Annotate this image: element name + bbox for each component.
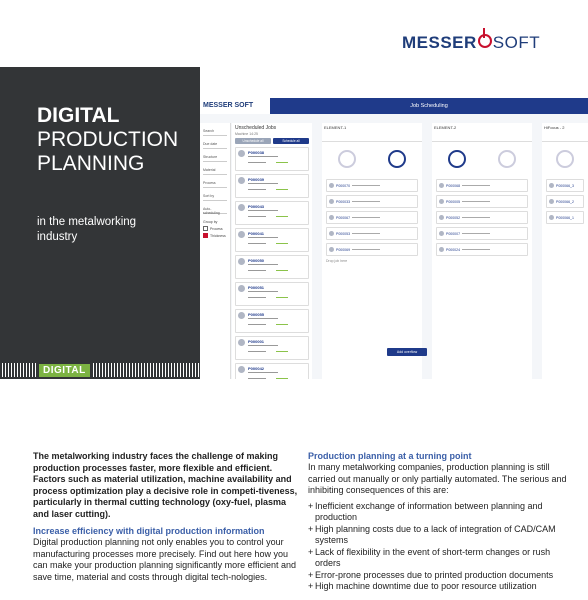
list-item: + Inefficient exchange of information between planning and production [308, 501, 578, 524]
barcode-strip [0, 362, 200, 378]
job-id: P000067 [336, 215, 351, 220]
job-icon [238, 312, 245, 319]
checkbox-icon [203, 226, 208, 231]
scheduled-job [546, 179, 584, 192]
right-column [308, 451, 578, 593]
unscheduled-title: Unscheduled Jobs [235, 125, 277, 131]
job-icon [238, 231, 245, 238]
sidebar-item: Process [203, 181, 227, 188]
job-icon [238, 258, 245, 265]
scheduled-job [436, 179, 528, 192]
job-id: P000055 [248, 312, 265, 317]
sidebar-item: Auto-scheduling [203, 207, 227, 214]
sidebar-item: Due date [203, 142, 227, 149]
app-screenshot [200, 98, 588, 379]
machine-column [322, 123, 422, 379]
job-card [235, 174, 309, 198]
efficiency-paragraph: Digital production planning not only enables you to control your manufacturing processes more precisely. Find out here how you can make your production planning significantly more efficient and save time, material and costs through digital tech-nologies. [33, 537, 296, 582]
job-id: P000051 [248, 285, 265, 290]
job-id: P000066_2 [556, 199, 574, 204]
sidebar-item: Sort by [203, 194, 227, 201]
gauge-icon [498, 150, 516, 168]
app-topbar [200, 98, 588, 114]
digital-badge: DIGITAL [39, 364, 90, 377]
messersoft-logo [402, 33, 540, 53]
job-id: P000066_1 [556, 215, 574, 220]
app-header: Job Scheduling [270, 98, 588, 114]
job-id: P000050 [248, 258, 265, 263]
job-id: P000007 [446, 231, 461, 236]
job-id: P000043 [248, 204, 265, 209]
section-heading-turning-point: Production planning at a turning point [308, 451, 472, 461]
job-card [235, 201, 309, 225]
scheduled-job [546, 195, 584, 208]
job-id: P000038 [248, 150, 265, 155]
job-id: P000041 [248, 231, 265, 236]
barcode-decoration-right [93, 363, 200, 377]
machine-column [542, 123, 588, 379]
job-card [235, 309, 309, 333]
drop-zone: Drop job here [326, 259, 348, 263]
machine-column [432, 123, 532, 379]
job-id: P000052 [446, 215, 461, 220]
job-id: P000042 [248, 366, 265, 371]
barcode-decoration [2, 363, 37, 377]
machine-name: ELEMENT-1 [322, 123, 422, 142]
job-card [235, 282, 309, 306]
job-icon [238, 285, 245, 292]
gauge-icon [448, 150, 466, 168]
job-card [235, 228, 309, 252]
job-id: P000024 [446, 247, 461, 252]
logo-text-messer: MESSER [402, 33, 477, 52]
list-item: + High planning costs due to a lack of integration of CAD/CAM systems [308, 524, 578, 547]
gauge-icon [556, 150, 574, 168]
job-id: P000039 [248, 177, 265, 182]
machine-name: ELEMENT-2 [432, 123, 532, 142]
left-column [33, 451, 303, 583]
group-label: Group by [203, 220, 218, 224]
scheduled-job [326, 243, 418, 256]
add-overflow-button: Add overflow [387, 348, 427, 356]
job-icon [238, 339, 245, 346]
job-id: P000053 [336, 231, 351, 236]
job-icon [238, 150, 245, 157]
logo-text-soft: SOFT [492, 33, 541, 52]
scheduled-job [326, 211, 418, 224]
job-id: P000069 [336, 247, 351, 252]
sidebar-item: Search [203, 129, 227, 136]
sidebar-item: Material [203, 168, 227, 175]
hero-title-bold: DIGITAL [37, 104, 120, 127]
checkbox-thickness [203, 233, 227, 238]
logo-symbol-icon [478, 34, 492, 48]
job-icon [238, 204, 245, 211]
list-item: + Error-prone processes due to printed production documents [308, 570, 578, 582]
scheduled-job [326, 195, 418, 208]
job-id: P000005 [446, 199, 461, 204]
job-card [235, 363, 309, 379]
scheduled-job [546, 211, 584, 224]
gauge-icon [338, 150, 356, 168]
scheduled-job [436, 195, 528, 208]
job-card [235, 255, 309, 279]
job-id: P000070 [336, 183, 351, 188]
scheduled-job [326, 179, 418, 192]
checkbox-icon [203, 233, 208, 238]
list-item: + Lack of flexibility in the event of short-term changes or rush orders [308, 547, 578, 570]
job-id: P000033 [336, 199, 351, 204]
list-item: + High machine downtime due to poor resource utilization [308, 581, 578, 593]
schedule-all-button: Schedule all [273, 138, 309, 144]
scheduled-job [436, 243, 528, 256]
section-heading-efficiency: Increase efficiency with digital production information [33, 526, 265, 536]
scheduled-job [436, 211, 528, 224]
hero-subtitle: in the metalworking industry [37, 216, 137, 243]
hero-title [37, 104, 178, 176]
app-brand: MESSER SOFT [203, 102, 254, 109]
machine-name: HiFocus - 2 [542, 123, 588, 142]
unscheduled-meta: Machine 14:25 [235, 132, 258, 136]
job-id: P000001 [248, 339, 265, 344]
job-id: P000066_3 [556, 183, 574, 188]
hero-title-line2: PRODUCTION [37, 128, 179, 151]
scheduled-job [326, 227, 418, 240]
gauge-icon [388, 150, 406, 168]
job-icon [238, 366, 245, 373]
unschedule-all-button: Unschedule all [235, 138, 271, 144]
job-icon [238, 177, 245, 184]
job-card [235, 147, 309, 171]
app-sidebar [200, 123, 231, 379]
hero-title-line3: PLANNING [37, 152, 145, 175]
scheduled-job [436, 227, 528, 240]
job-card [235, 336, 309, 360]
checkbox-label: Process [210, 226, 223, 231]
checkbox-process [203, 226, 227, 231]
intro-paragraph: The metalworking industry faces the challenge of making production processes faster, more flexible and efficient. Factors such as material utilization, machine availability and process optimization play a decisive role in competi-tiveness, particularly in thermal cutting technology (oxy-fuel, plasma and laser cutting). [33, 451, 298, 519]
turning-point-paragraph: In many metalworking companies, production planning is still carried out manually or only partially automated. The serious and inhibiting consequences of this are: [308, 462, 567, 495]
consequences-list [308, 501, 578, 593]
checkbox-label: Thickness [210, 233, 226, 238]
job-id: P000068 [446, 183, 461, 188]
sidebar-item: Structure [203, 155, 227, 162]
unscheduled-panel [232, 123, 312, 379]
